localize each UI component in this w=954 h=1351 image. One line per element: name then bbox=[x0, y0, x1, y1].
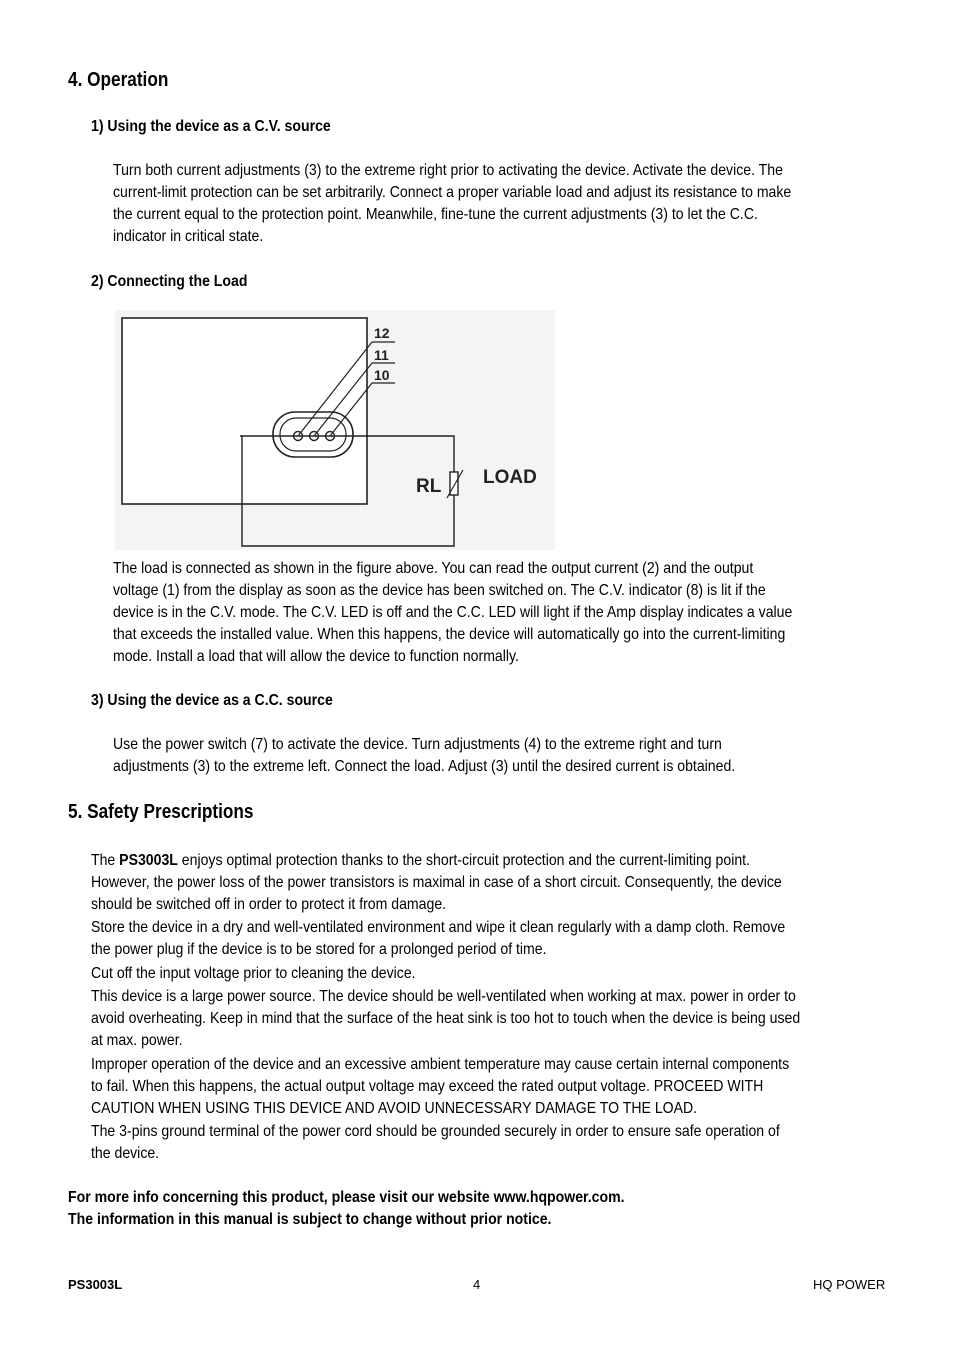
paragraph-safety-ground bbox=[91, 1121, 874, 1165]
text-line: should be switched off in order to protect it from damage. bbox=[91, 896, 447, 913]
paragraph-safety-cleaning bbox=[91, 963, 460, 985]
text-line: avoid overheating. Keep in mind that the surface of the heat sink is too hot to touch when the device is being used bbox=[91, 1010, 801, 1027]
text-line: adjustments (3) to the extreme left. Connect the load. Adjust (3) until the desired current is obtained. bbox=[113, 758, 736, 775]
label-terminal-12: 12 bbox=[374, 325, 390, 341]
section-heading-operation: 4. Operation bbox=[68, 69, 169, 91]
text-line: This device is a large power source. The device should be well-ventilated when working at max. power in order to bbox=[91, 988, 796, 1005]
label-rl: RL bbox=[416, 476, 442, 497]
text-line: CAUTION WHEN USING THIS DEVICE AND AVOID UNNECESSARY DAMAGE TO THE LOAD. bbox=[91, 1100, 698, 1117]
label-load: LOAD bbox=[483, 467, 537, 488]
paragraph-safety-caution bbox=[91, 1054, 884, 1120]
text-line: device is in the C.V. mode. The C.V. LED is off and the C.C. LED will light if the Amp display indicates a value bbox=[113, 604, 793, 621]
text-line: the power plug if the device is to be stored for a prolonged period of time. bbox=[91, 941, 547, 958]
text-line: current-limit protection can be set arbitrarily. Connect a proper variable load and adjust its resistance to make bbox=[113, 184, 792, 201]
text-line: Turn both current adjustments (3) to the extreme right prior to activating the device. Activate the device. The bbox=[113, 162, 783, 179]
text-line: the current equal to the protection point. Meanwhile, fine-tune the current adjustments (3) to let the C.C. bbox=[113, 206, 758, 223]
paragraph-connecting-load bbox=[113, 558, 885, 668]
text-line: the device. bbox=[91, 1145, 160, 1162]
device-front-panel bbox=[122, 318, 367, 504]
text-line bbox=[91, 850, 782, 872]
text-line: that exceeds the installed value. When this happens, the device will automatically go into the current-limiting bbox=[113, 626, 786, 643]
text-line: The load is connected as shown in the figure above. You can read the output current (2) and the output bbox=[113, 560, 754, 577]
footer-page-number: 4 bbox=[473, 1277, 481, 1292]
paragraph-cc-source bbox=[113, 734, 820, 778]
footer-model: PS3003L bbox=[68, 1277, 123, 1292]
notice-block bbox=[68, 1187, 700, 1231]
load-connection-diagram bbox=[115, 310, 555, 550]
text-line: Store the device in a dry and well-ventilated environment and wipe it clean regularly with a damp cloth. Remove bbox=[91, 919, 786, 936]
text-line: Use the power switch (7) to activate the device. Turn adjustments (4) to the extreme right and turn bbox=[113, 736, 722, 753]
notice-change: The information in this manual is subject to change without prior notice. bbox=[68, 1211, 552, 1228]
paragraph-cv-source bbox=[113, 160, 884, 248]
text-line: mode. Install a load that will allow the device to function normally. bbox=[113, 648, 519, 665]
text-line: indicator in critical state. bbox=[113, 228, 264, 245]
paragraph-safety-storage bbox=[91, 917, 880, 961]
text-line: to fail. When this happens, the actual output voltage may exceed the rated output voltage. PROCEED WITH bbox=[91, 1078, 764, 1095]
paragraph-safety-ventilation bbox=[91, 986, 897, 1052]
text-line: at max. power. bbox=[91, 1032, 183, 1049]
label-terminal-10: 10 bbox=[374, 367, 390, 383]
text-line: The 3-pins ground terminal of the power cord should be grounded securely in order to ensure safe operation of bbox=[91, 1123, 780, 1140]
subheading-cc-source: 3) Using the device as a C.C. source bbox=[91, 692, 333, 709]
notice-website: For more info concerning this product, please visit our website www.hqpower.com. bbox=[68, 1189, 625, 1206]
section-heading-safety: 5. Safety Prescriptions bbox=[68, 801, 254, 823]
text-line: However, the power loss of the power transistors is maximal in case of a short circuit. Consequently, the device bbox=[91, 874, 782, 891]
text-line: voltage (1) from the display as soon as the device has been switched on. The C.V. indicator (8) is lit if the bbox=[113, 582, 766, 599]
text-fragment: The bbox=[91, 852, 120, 869]
model-name: PS3003L bbox=[119, 852, 178, 869]
text-line: Cut off the input voltage prior to cleaning the device. bbox=[91, 965, 416, 982]
text-fragment: enjoys optimal protection thanks to the short-circuit protection and the current-limiting point. bbox=[177, 852, 750, 869]
paragraph-safety-protection bbox=[91, 850, 876, 916]
subheading-cv-source: 1) Using the device as a C.V. source bbox=[91, 118, 331, 135]
text-line: Improper operation of the device and an excessive ambient temperature may cause certain internal components bbox=[91, 1056, 790, 1073]
label-terminal-11: 11 bbox=[374, 347, 389, 363]
footer-brand: HQ POWER bbox=[813, 1277, 886, 1292]
subheading-connecting-load: 2) Connecting the Load bbox=[91, 273, 248, 290]
